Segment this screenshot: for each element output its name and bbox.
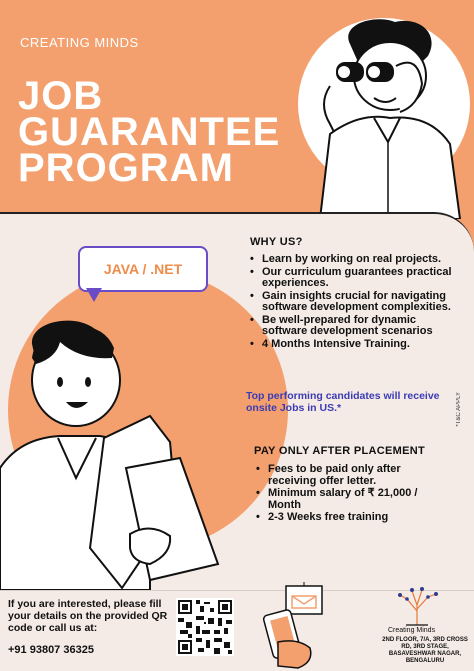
binoculars-person-illustration [300, 14, 474, 219]
bubble-tail [86, 288, 102, 302]
why-list [246, 254, 456, 351]
placement-list [252, 464, 442, 525]
list-item: • 2-3 Weeks free training [252, 512, 442, 524]
course-bubble: JAVA / .NET [78, 246, 208, 292]
page-title [18, 74, 281, 190]
address: 2ND FLOOR, 7/A, 3RD CROSS RD, 3RD STAGE, BASAVESHWAR NAGAR, BENGALURU [382, 637, 468, 664]
onsite-highlight: Top performing candidates will receive onsite Jobs in US.* [246, 390, 440, 414]
title-line-2: GUARANTEE [18, 110, 281, 154]
list-item: • Fees to be paid only after receiving offer letter. [252, 464, 442, 487]
tree-logo [392, 585, 442, 627]
list-item: • Minimum salary of ₹ 21,000 / Month [252, 488, 442, 511]
placement-heading: PAY ONLY AFTER PLACEMENT [254, 445, 426, 457]
contact-text: If you are interested, please fill your details on the provided QR code or call us at: [8, 598, 168, 634]
list-item: • Our curriculum guarantees practical experiences. [246, 267, 456, 290]
title-line-3: PROGRAM [18, 146, 234, 190]
list-item: • 4 Months Intensive Training. [246, 339, 456, 351]
title-line-1: JOB [18, 74, 104, 118]
why-heading: WHY US? [250, 236, 303, 248]
list-item: • Be well-prepared for dynamic software development scenarios [246, 315, 456, 338]
qr-code[interactable] [176, 598, 234, 656]
tc-note: *T&C APPLY [456, 392, 462, 427]
brand-label: CREATING MINDS [20, 35, 139, 50]
list-item: • Gain insights crucial for navigating software development complexities. [246, 291, 456, 314]
phone-number[interactable]: +91 93807 36325 [8, 644, 94, 656]
logo-name: Creating Minds [388, 627, 436, 634]
list-item: • Learn by working on real projects. [246, 254, 456, 266]
reading-person-illustration [0, 318, 230, 590]
phone-envelope-illustration [258, 582, 348, 671]
